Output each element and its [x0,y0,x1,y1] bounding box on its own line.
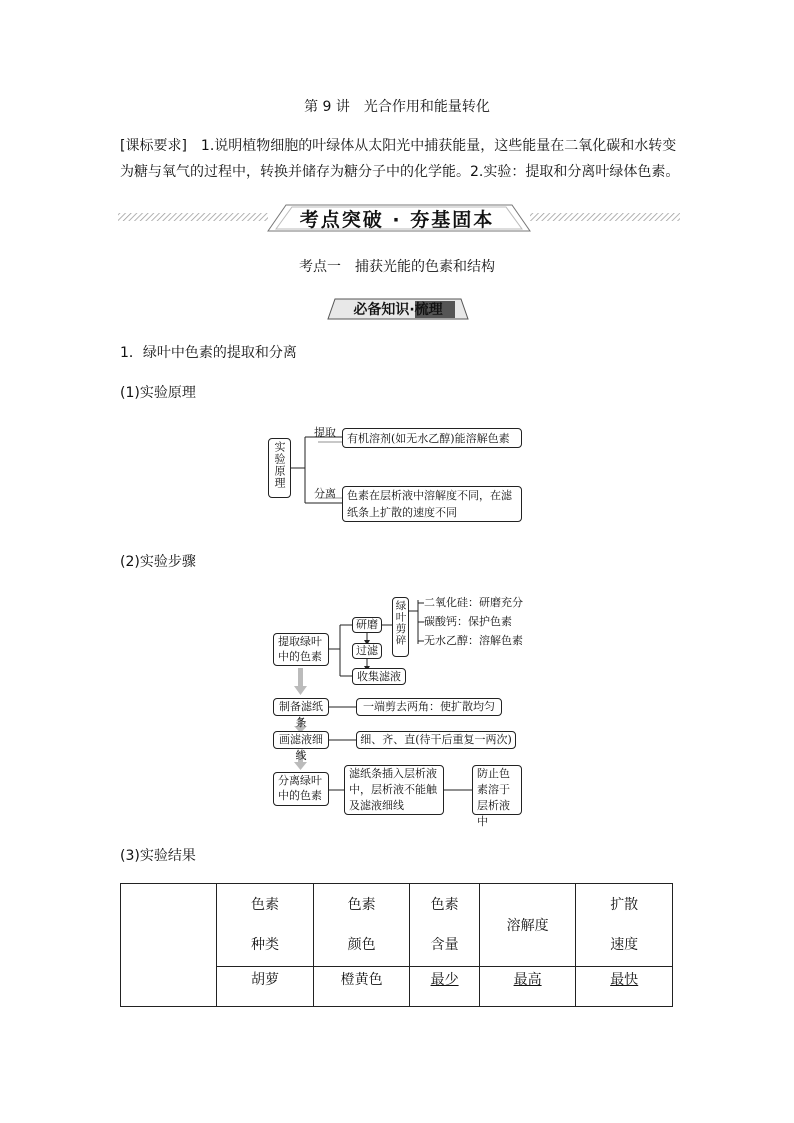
step-paper-box [273,698,329,729]
step-line-note: 细、齐、直(待干后重复一两次) [360,733,512,746]
section-heading: 1．绿叶中色素的提取和分离 [120,345,297,361]
section-banner: 考点突破 · 夯基固本 [299,209,495,231]
step-separate-note2: 防止色素溶于层析液中 [477,767,510,828]
results-table [120,883,673,1007]
principle-root-label: 实验原理 [273,441,286,489]
principle-extract-text: 有机溶剂(如无水乙醇)能溶解色素 [347,432,510,445]
step-cut-text: 绿叶剪碎 [394,600,407,646]
step-grind-box [352,617,382,633]
principle-extract-box [342,428,522,448]
step-separate-note2-box [472,765,522,828]
table-header-row [121,884,673,967]
step-filter-box [352,643,382,659]
table-header-cell: 色素 颜色 [313,884,410,967]
step-paper-note-box [356,698,502,716]
step-paper-note: 一端剪去两角：使扩散均匀 [363,700,495,713]
subheading-steps: (2)实验步骤 [120,554,196,570]
subheading-results: (3)实验结果 [120,848,196,864]
step-separate-note: 滤纸条插入层析液中，层析液不能触及滤液细线 [349,767,437,812]
step-cut-box [392,597,409,657]
table-header-cell: 色素 种类 [217,884,314,967]
step-line-box [273,731,329,762]
table-cell: 胡萝 [217,967,314,1007]
principle-root-box [268,438,291,498]
table-blank-cell [121,884,217,1007]
step-collect-text: 收集滤液 [357,670,401,683]
step-collect-box [352,668,406,685]
table-header-cell: 溶解度 [479,884,576,967]
lesson-title: 第 9 讲 光合作用和能量转化 [304,99,490,115]
requirements-text: 1.说明植物细胞的叶绿体从太阳光中捕获能量，这些能量在二氧化碳和水转变为糖与氧气的过程中，转换并储存为糖分子中的化学能。2.实验：提取和分离叶绿体色素。 [120,138,680,180]
badge-label: 必备知识·梳理 [353,302,443,318]
reagent-calcium: 碳酸钙：保护色素 [424,615,512,628]
table-cell: 最高 [479,967,576,1007]
kaodian-title: 考点一 捕获光能的色素和结构 [299,259,495,275]
subheading-principle: (1)实验原理 [120,385,196,401]
step-separate-box [273,772,329,806]
table-header-cell: 扩散 速度 [576,884,673,967]
principle-separate-label: 分离 [314,487,336,500]
step-separate-text: 分离绿叶中的色素 [278,774,322,802]
step-paper-text: 制备滤纸条 [279,700,323,729]
step-filter-text: 过滤 [356,644,378,657]
step-extract-text: 提取绿叶中的色素 [278,635,322,663]
step-grind-text: 研磨 [356,618,378,631]
table-header-cell: 色素 含量 [410,884,479,967]
step-line-note-box [356,731,516,749]
step-separate-note-box [344,765,444,815]
table-cell: 最快 [576,967,673,1007]
step-extract-box [273,633,329,666]
step-line-text: 画滤液细线 [279,733,323,762]
reagent-silica: 二氧化硅：研磨充分 [424,596,523,609]
requirements-tag: [课标要求] [120,138,187,154]
reagent-ethanol: 无水乙醇：溶解色素 [424,634,523,647]
principle-extract-label: 提取 [314,426,336,439]
principle-separate-box [342,486,522,522]
table-cell: 橙黄色 [313,967,410,1007]
principle-separate-text: 色素在层析液中溶解度不同，在滤纸条上扩散的速度不同 [347,489,512,519]
table-cell: 最少 [410,967,479,1007]
